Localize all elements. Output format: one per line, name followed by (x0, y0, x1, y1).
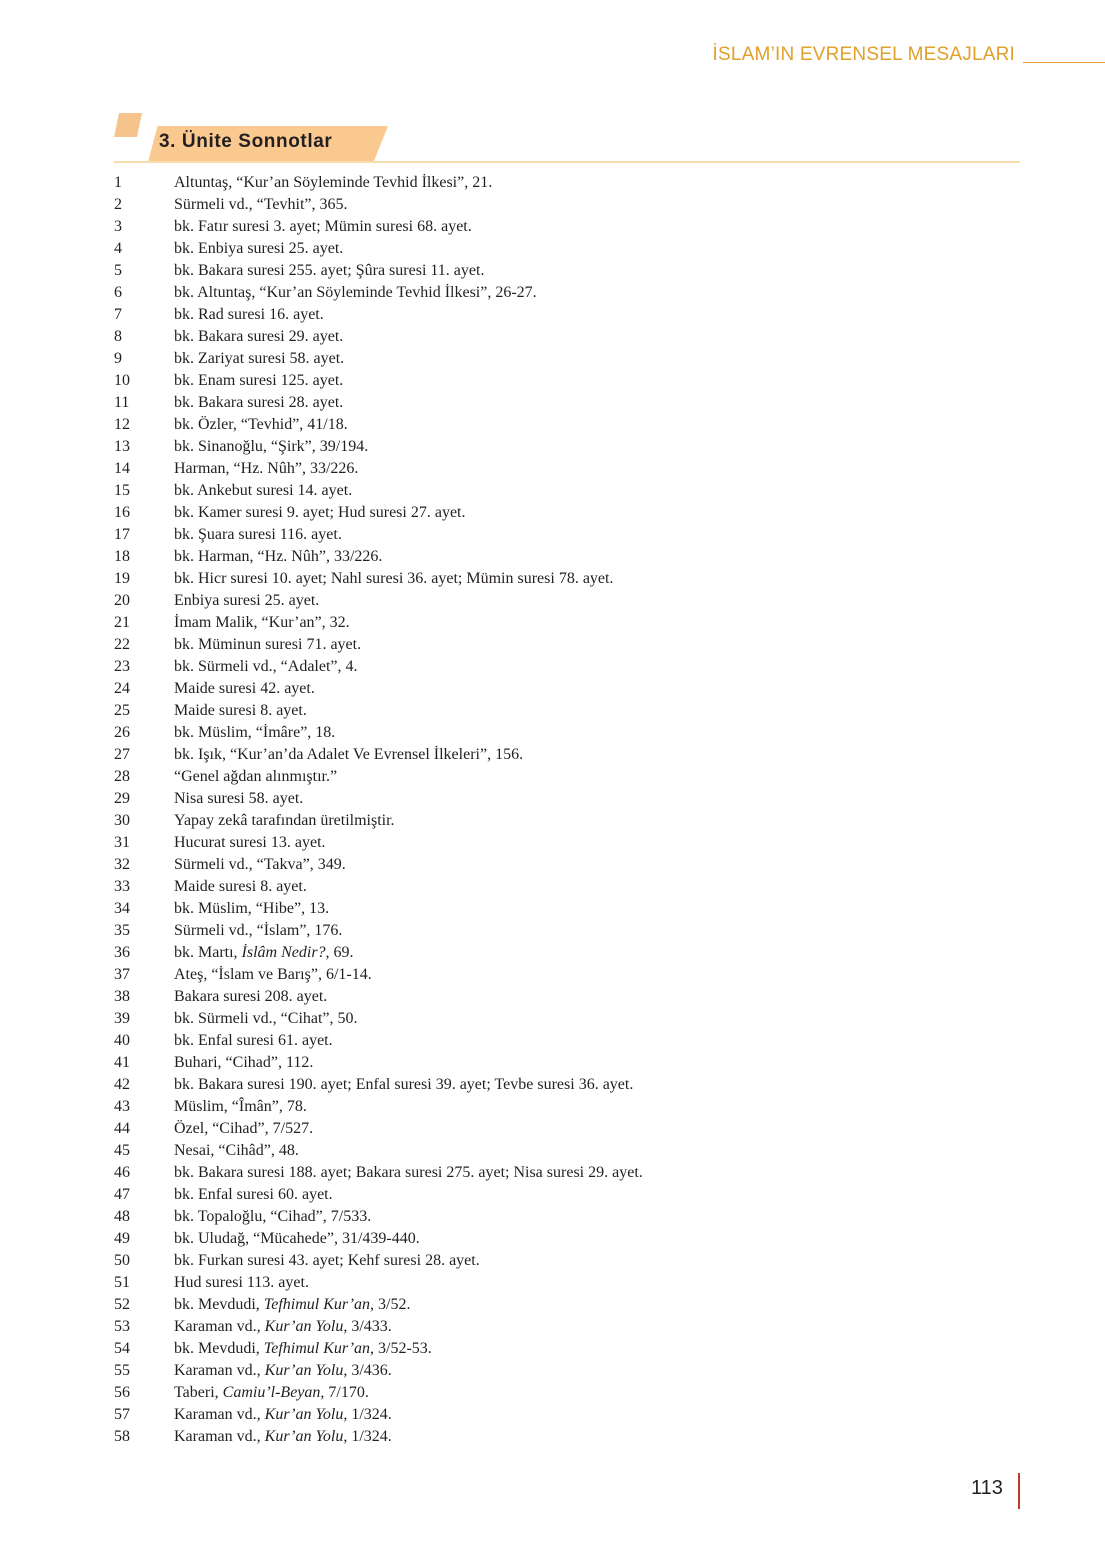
endnote-row (114, 282, 1020, 304)
endnote-number: 15 (114, 482, 130, 499)
endnote-row (114, 1140, 1020, 1162)
endnote-text (174, 1426, 1020, 1448)
endnote-number: 1 (114, 174, 122, 191)
endnote-text-segment: bk. Furkan suresi 43. ayet; Kehf suresi 28. ayet. (174, 1252, 480, 1269)
endnote-text-segment: bk. Sürmeli vd., “Cihat”, 50. (174, 1010, 358, 1027)
endnote-text-segment: Maide suresi 42. ayet. (174, 680, 315, 697)
endnote-number: 27 (114, 746, 130, 763)
endnote-text-segment: Karaman vd., (174, 1362, 265, 1379)
endnote-number: 35 (114, 922, 130, 939)
endnote-text (174, 590, 1020, 612)
endnote-text (174, 1162, 1020, 1184)
endnote-text-segment: , 3/436. (343, 1362, 392, 1379)
endnote-row (114, 238, 1020, 260)
endnote-text (174, 546, 1020, 568)
endnote-title-italic: Tefhimul Kur’an (263, 1296, 371, 1313)
endnotes-list (114, 172, 1020, 1448)
endnote-text-segment: Taberi, (174, 1384, 223, 1401)
endnote-text-segment: Karaman vd., (174, 1406, 265, 1423)
endnote-text-segment: Bakara suresi 208. ayet. (174, 988, 328, 1005)
endnote-text-segment: Yapay zekâ tarafından üretilmiştir. (174, 812, 395, 829)
endnote-row (114, 854, 1020, 876)
endnote-text-segment: Hud suresi 113. ayet. (174, 1274, 309, 1291)
endnote-row (114, 612, 1020, 634)
endnote-row (114, 590, 1020, 612)
endnote-text-segment: Sürmeli vd., “Takva”, 349. (174, 856, 346, 873)
endnote-number: 29 (114, 790, 130, 807)
endnote-text-segment: İmam Malik, “Kur’an”, 32. (174, 614, 350, 631)
endnote-number: 41 (114, 1054, 130, 1071)
endnote-text (174, 1404, 1020, 1426)
endnote-text-segment: Nesai, “Cihâd”, 48. (174, 1142, 299, 1159)
endnote-number: 38 (114, 988, 130, 1005)
endnote-row (114, 348, 1020, 370)
endnote-text-segment: bk. Enbiya suresi 25. ayet. (174, 240, 344, 257)
endnote-number: 49 (114, 1230, 130, 1247)
endnote-text-segment: bk. Enfal suresi 60. ayet. (174, 1186, 333, 1203)
endnote-number: 7 (114, 306, 122, 323)
endnote-text (174, 1338, 1020, 1360)
endnote-number: 40 (114, 1032, 130, 1049)
endnote-text (174, 1206, 1020, 1228)
endnote-row (114, 1162, 1020, 1184)
endnote-number: 47 (114, 1186, 130, 1203)
endnote-title-italic: Kur’an Yolu (264, 1428, 344, 1445)
endnote-text-segment: Sürmeli vd., “İslam”, 176. (174, 922, 343, 939)
endnote-row (114, 1250, 1020, 1272)
endnote-text (174, 326, 1020, 348)
endnote-row (114, 1008, 1020, 1030)
endnote-text (174, 238, 1020, 260)
endnote-row (114, 458, 1020, 480)
endnote-row (114, 568, 1020, 590)
endnote-title-italic: Kur’an Yolu (264, 1318, 344, 1335)
endnote-text-segment: , 3/52-53. (370, 1340, 432, 1357)
endnote-text (174, 480, 1020, 502)
endnote-text (174, 986, 1020, 1008)
endnote-number: 4 (114, 240, 122, 257)
endnote-text (174, 348, 1020, 370)
endnote-row (114, 216, 1020, 238)
endnote-number: 28 (114, 768, 130, 785)
endnote-number: 18 (114, 548, 130, 565)
endnote-text (174, 1030, 1020, 1052)
endnote-number: 34 (114, 900, 130, 917)
endnote-row (114, 942, 1020, 964)
endnote-text-segment: bk. Zariyat suresi 58. ayet. (174, 350, 345, 367)
endnote-row (114, 920, 1020, 942)
endnote-row (114, 326, 1020, 348)
endnote-text (174, 568, 1020, 590)
endnote-number: 30 (114, 812, 130, 829)
endnote-row (114, 194, 1020, 216)
endnote-text (174, 722, 1020, 744)
endnote-title-italic: Camiu’l-Beyan (222, 1384, 321, 1401)
endnote-row (114, 172, 1020, 194)
endnote-number: 36 (114, 944, 130, 961)
endnote-text (174, 370, 1020, 392)
endnote-number: 51 (114, 1274, 130, 1291)
endnote-text-segment: Hucurat suresi 13. ayet. (174, 834, 326, 851)
endnote-number: 2 (114, 196, 122, 213)
endnote-text-segment: bk. Müslim, “Hibe”, 13. (174, 900, 330, 917)
endnote-row (114, 656, 1020, 678)
endnote-text-segment: Altuntaş, “Kur’an Söyleminde Tevhid İlkesi”, 21. (174, 174, 493, 191)
endnote-text-segment: bk. Özler, “Tevhid”, 41/18. (174, 416, 348, 433)
endnote-text (174, 876, 1020, 898)
endnote-number: 21 (114, 614, 130, 631)
endnote-text (174, 942, 1020, 964)
endnote-number: 6 (114, 284, 122, 301)
endnote-row (114, 876, 1020, 898)
endnote-row (114, 1052, 1020, 1074)
endnote-text (174, 216, 1020, 238)
endnote-number: 58 (114, 1428, 130, 1445)
endnote-text (174, 854, 1020, 876)
endnote-text (174, 678, 1020, 700)
endnote-text (174, 1140, 1020, 1162)
endnote-text-segment: bk. Bakara suresi 29. ayet. (174, 328, 344, 345)
endnote-number: 42 (114, 1076, 130, 1093)
endnote-text-segment: bk. Kamer suresi 9. ayet; Hud suresi 27. ayet. (174, 504, 466, 521)
endnote-text (174, 1360, 1020, 1382)
endnote-row (114, 964, 1020, 986)
endnote-number: 31 (114, 834, 130, 851)
endnote-text-segment: , 69. (325, 944, 354, 961)
endnote-text-segment: Özel, “Cihad”, 7/527. (174, 1120, 314, 1137)
endnote-text (174, 634, 1020, 656)
endnote-text (174, 744, 1020, 766)
endnote-text-segment: Nisa suresi 58. ayet. (174, 790, 304, 807)
endnote-text (174, 414, 1020, 436)
endnote-number: 19 (114, 570, 130, 587)
endnote-number: 8 (114, 328, 122, 345)
endnote-text-segment: Harman, “Hz. Nûh”, 33/226. (174, 460, 359, 477)
endnote-row (114, 546, 1020, 568)
endnote-text (174, 172, 1020, 194)
endnote-row (114, 1404, 1020, 1426)
endnote-number: 43 (114, 1098, 130, 1115)
endnote-number: 52 (114, 1296, 130, 1313)
endnote-text (174, 1074, 1020, 1096)
endnote-text (174, 1294, 1020, 1316)
endnote-text-segment: bk. Altuntaş, “Kur’an Söyleminde Tevhid İlkesi”, 26-27. (174, 284, 537, 301)
endnote-row (114, 634, 1020, 656)
endnote-row (114, 1426, 1020, 1448)
running-header (713, 44, 1105, 66)
endnote-row (114, 766, 1020, 788)
endnote-text (174, 1096, 1020, 1118)
endnote-text (174, 502, 1020, 524)
endnote-text-segment: Ateş, “İslam ve Barış”, 6/1-14. (174, 966, 372, 983)
endnote-text (174, 810, 1020, 832)
endnote-text (174, 1316, 1020, 1338)
endnote-row (114, 524, 1020, 546)
endnote-row (114, 1338, 1020, 1360)
endnote-number: 12 (114, 416, 130, 433)
endnote-number: 24 (114, 680, 130, 697)
endnote-row (114, 304, 1020, 326)
section-tab-marker (114, 113, 142, 137)
endnote-title-italic: Tefhimul Kur’an (263, 1340, 371, 1357)
endnote-text-segment: bk. Bakara suresi 190. ayet; Enfal suresi 39. ayet; Tevbe suresi 36. ayet. (174, 1076, 634, 1093)
endnote-text-segment: , 1/324. (343, 1406, 392, 1423)
endnote-text (174, 1382, 1020, 1404)
endnote-text (174, 260, 1020, 282)
endnote-text-segment: bk. Mevdudi, (174, 1340, 264, 1357)
section-divider (114, 161, 1020, 163)
endnote-row (114, 1316, 1020, 1338)
endnote-text-segment: Maide suresi 8. ayet. (174, 878, 307, 895)
endnote-number: 14 (114, 460, 130, 477)
running-header-rule (1023, 62, 1105, 63)
endnote-row (114, 1228, 1020, 1250)
endnote-text-segment: bk. Uludağ, “Mücahede”, 31/439-440. (174, 1230, 420, 1247)
endnote-text-segment: bk. Ankebut suresi 14. ayet. (174, 482, 353, 499)
endnote-row (114, 414, 1020, 436)
endnote-text (174, 304, 1020, 326)
endnote-row (114, 832, 1020, 854)
endnote-number: 5 (114, 262, 122, 279)
endnote-row (114, 986, 1020, 1008)
running-header-title: İSLAM’IN EVRENSEL MESAJLARI (712, 44, 1015, 65)
page-number: 113 (971, 1477, 1003, 1499)
endnote-text-segment: bk. Rad suresi 16. ayet. (174, 306, 324, 323)
endnote-number: 32 (114, 856, 130, 873)
endnote-text (174, 964, 1020, 986)
endnote-number: 44 (114, 1120, 130, 1137)
endnote-row (114, 436, 1020, 458)
endnote-text (174, 1118, 1020, 1140)
endnote-number: 17 (114, 526, 130, 543)
page-number-marker (1018, 1473, 1020, 1509)
endnote-text-segment: , 1/324. (343, 1428, 392, 1445)
endnote-row (114, 1118, 1020, 1140)
endnote-row (114, 1206, 1020, 1228)
endnote-row (114, 744, 1020, 766)
endnote-text (174, 194, 1020, 216)
endnote-number: 53 (114, 1318, 130, 1335)
endnote-text-segment: bk. Bakara suresi 188. ayet; Bakara suresi 275. ayet; Nisa suresi 29. ayet. (174, 1164, 643, 1181)
endnote-number: 25 (114, 702, 130, 719)
endnote-text (174, 612, 1020, 634)
endnote-text-segment: bk. Müslim, “İmâre”, 18. (174, 724, 336, 741)
endnote-number: 50 (114, 1252, 130, 1269)
endnote-text-segment: bk. Sürmeli vd., “Adalet”, 4. (174, 658, 358, 675)
endnote-number: 22 (114, 636, 130, 653)
endnote-text-segment: , 3/433. (343, 1318, 392, 1335)
endnote-text-segment: Buhari, “Cihad”, 112. (174, 1054, 314, 1071)
endnote-row (114, 700, 1020, 722)
endnote-text-segment: bk. Mevdudi, (174, 1296, 264, 1313)
endnote-text-segment: bk. Sinanoğlu, “Şirk”, 39/194. (174, 438, 369, 455)
endnote-row (114, 722, 1020, 744)
endnote-row (114, 502, 1020, 524)
endnote-title-italic: Kur’an Yolu (264, 1406, 344, 1423)
endnote-title-italic: İslâm Nedir? (241, 944, 326, 961)
endnote-row (114, 370, 1020, 392)
endnote-text-segment: Müslim, “Îmân”, 78. (174, 1098, 307, 1115)
endnote-text-segment: bk. Işık, “Kur’an’da Adalet Ve Evrensel İlkeleri”, 156. (174, 746, 524, 763)
endnote-number: 26 (114, 724, 130, 741)
endnote-text-segment: bk. Martı, (174, 944, 242, 961)
endnote-number: 46 (114, 1164, 130, 1181)
endnote-text (174, 282, 1020, 304)
endnote-row (114, 1096, 1020, 1118)
endnote-text (174, 524, 1020, 546)
endnote-number: 54 (114, 1340, 130, 1357)
endnote-number: 10 (114, 372, 130, 389)
endnote-text-segment: , 3/52. (370, 1296, 411, 1313)
section-title: 3. Ünite Sonnotlar (159, 131, 333, 152)
endnote-row (114, 480, 1020, 502)
endnote-text-segment: bk. Şuara suresi 116. ayet. (174, 526, 342, 543)
endnote-text (174, 700, 1020, 722)
endnote-number: 55 (114, 1362, 130, 1379)
endnote-text (174, 656, 1020, 678)
endnote-text-segment: bk. Enfal suresi 61. ayet. (174, 1032, 333, 1049)
endnote-row (114, 392, 1020, 414)
endnote-text-segment: bk. Fatır suresi 3. ayet; Mümin suresi 68. ayet. (174, 218, 472, 235)
endnote-number: 13 (114, 438, 130, 455)
endnote-row (114, 1294, 1020, 1316)
endnote-row (114, 260, 1020, 282)
endnote-row (114, 788, 1020, 810)
endnote-row (114, 678, 1020, 700)
endnote-text (174, 898, 1020, 920)
endnote-row (114, 1030, 1020, 1052)
endnote-text-segment: , 7/170. (320, 1384, 369, 1401)
endnote-text (174, 920, 1020, 942)
endnote-number: 3 (114, 218, 122, 235)
endnote-number: 20 (114, 592, 130, 609)
endnote-text (174, 1272, 1020, 1294)
endnote-text-segment: bk. Topaloğlu, “Cihad”, 7/533. (174, 1208, 372, 1225)
endnote-number: 48 (114, 1208, 130, 1225)
endnote-row (114, 1382, 1020, 1404)
endnote-text (174, 788, 1020, 810)
endnote-text-segment: “Genel ağdan alınmıştır.” (174, 768, 338, 785)
endnote-number: 11 (114, 394, 130, 411)
endnote-row (114, 898, 1020, 920)
endnote-title-italic: Kur’an Yolu (264, 1362, 344, 1379)
endnote-text (174, 766, 1020, 788)
endnote-number: 45 (114, 1142, 130, 1159)
endnote-row (114, 1074, 1020, 1096)
endnote-row (114, 1272, 1020, 1294)
endnote-number: 33 (114, 878, 130, 895)
endnote-number: 56 (114, 1384, 130, 1401)
endnote-text (174, 1052, 1020, 1074)
endnote-number: 39 (114, 1010, 130, 1027)
endnote-text (174, 1008, 1020, 1030)
endnote-text (174, 436, 1020, 458)
endnote-text-segment: bk. Bakara suresi 255. ayet; Şûra suresi 11. ayet. (174, 262, 485, 279)
endnote-text (174, 1228, 1020, 1250)
endnote-number: 16 (114, 504, 130, 521)
endnote-text-segment: bk. Hicr suresi 10. ayet; Nahl suresi 36. ayet; Mümin suresi 78. ayet. (174, 570, 614, 587)
endnote-text (174, 458, 1020, 480)
endnote-row (114, 810, 1020, 832)
endnote-text (174, 832, 1020, 854)
endnote-row (114, 1360, 1020, 1382)
endnote-text (174, 392, 1020, 414)
endnote-number: 23 (114, 658, 130, 675)
endnote-number: 57 (114, 1406, 130, 1423)
endnote-text-segment: bk. Müminun suresi 71. ayet. (174, 636, 362, 653)
endnote-text-segment: Maide suresi 8. ayet. (174, 702, 307, 719)
endnote-text-segment: Karaman vd., (174, 1318, 265, 1335)
endnote-text-segment: bk. Bakara suresi 28. ayet. (174, 394, 344, 411)
endnote-text-segment: Enbiya suresi 25. ayet. (174, 592, 320, 609)
endnote-text-segment: bk. Harman, “Hz. Nûh”, 33/226. (174, 548, 383, 565)
endnote-text-segment: Sürmeli vd., “Tevhit”, 365. (174, 196, 348, 213)
endnote-row (114, 1184, 1020, 1206)
endnote-text-segment: bk. Enam suresi 125. ayet. (174, 372, 344, 389)
endnote-text (174, 1250, 1020, 1272)
endnote-text (174, 1184, 1020, 1206)
endnote-text-segment: Karaman vd., (174, 1428, 265, 1445)
endnote-number: 37 (114, 966, 130, 983)
endnote-number: 9 (114, 350, 122, 367)
